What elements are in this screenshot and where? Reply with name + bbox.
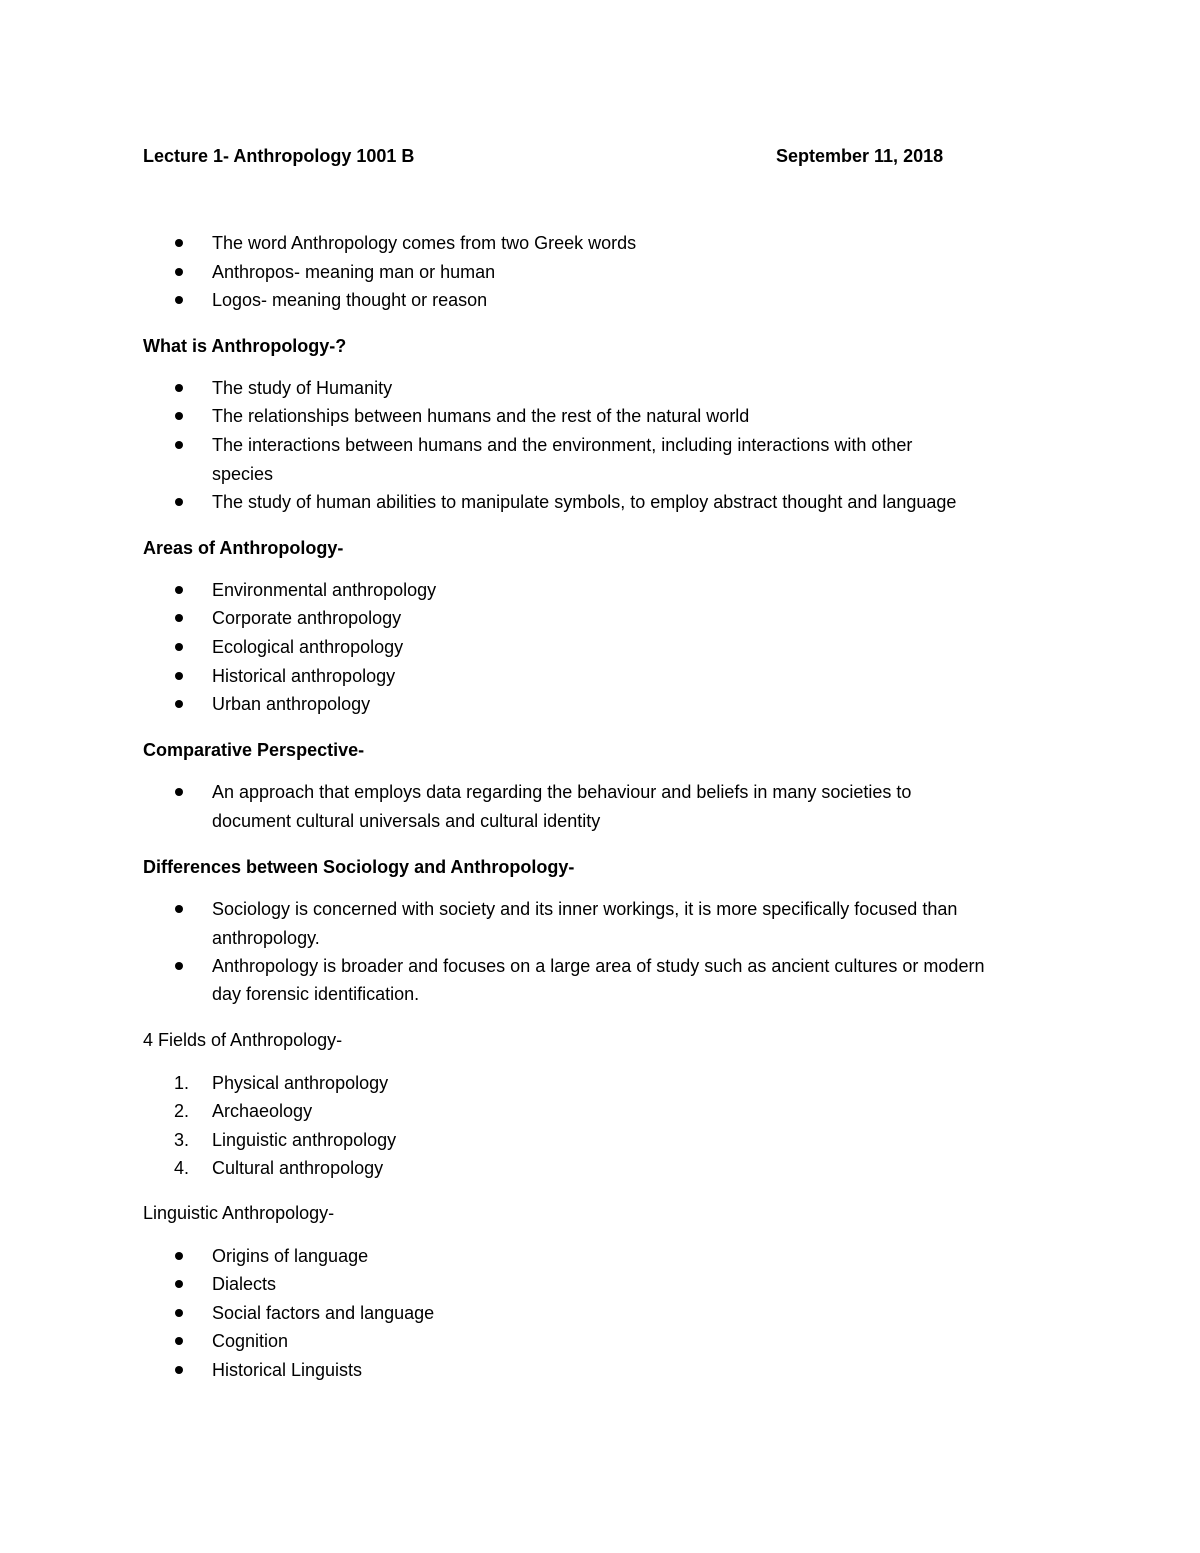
list-item: Anthropos- meaning man or human: [212, 262, 496, 282]
section-heading-fields: 4 Fields of Anthropology-: [143, 1030, 343, 1050]
list-item: The study of human abilities to manipulate symbols, to employ abstract thought and language: [212, 492, 957, 512]
list-item: Cognition: [212, 1331, 289, 1351]
bullet-icon: [175, 1309, 183, 1317]
bullet-icon: [175, 412, 183, 420]
bullet-icon: [175, 1337, 183, 1345]
lecture-title: Lecture 1- Anthropology 1001 B: [143, 146, 415, 166]
list-item-continuation: day forensic identification.: [212, 984, 420, 1004]
list-item: Linguistic anthropology: [212, 1130, 397, 1150]
bullet-icon: [175, 672, 183, 680]
section-heading-what-is: What is Anthropology-?: [143, 336, 347, 356]
list-number: 2.: [174, 1101, 190, 1121]
list-item: Corporate anthropology: [212, 608, 402, 628]
list-item-continuation: species: [212, 464, 274, 484]
list-item: Urban anthropology: [212, 694, 371, 714]
bullet-icon: [175, 643, 183, 651]
bullet-icon: [175, 962, 183, 970]
bullet-icon: [175, 384, 183, 392]
list-item-continuation: anthropology.: [212, 928, 320, 948]
bullet-icon: [175, 1366, 183, 1374]
bullet-icon: [175, 1280, 183, 1288]
list-item: Archaeology: [212, 1101, 313, 1121]
list-item: Origins of language: [212, 1246, 369, 1266]
section-heading-areas: Areas of Anthropology-: [143, 538, 344, 558]
list-item: The study of Humanity: [212, 378, 393, 398]
section-heading-comparative: Comparative Perspective-: [143, 740, 365, 760]
bullet-icon: [175, 586, 183, 594]
list-item: Logos- meaning thought or reason: [212, 290, 488, 310]
list-item: Dialects: [212, 1274, 277, 1294]
bullet-icon: [175, 441, 183, 449]
list-number: 1.: [174, 1073, 190, 1093]
bullet-icon: [175, 788, 183, 796]
list-item: Social factors and language: [212, 1303, 435, 1323]
bullet-icon: [175, 1252, 183, 1260]
bullet-icon: [175, 498, 183, 506]
bullet-icon: [175, 905, 183, 913]
list-item-continuation: document cultural universals and cultural identity: [212, 811, 601, 831]
bullet-icon: [175, 700, 183, 708]
bullet-icon: [175, 296, 183, 304]
list-item: An approach that employs data regarding the behaviour and beliefs in many societies to: [212, 782, 912, 802]
list-item: Physical anthropology: [212, 1073, 389, 1093]
list-item: Anthropology is broader and focuses on a large area of study such as ancient cultures or modern: [212, 956, 985, 976]
bullet-icon: [175, 268, 183, 276]
list-item: The word Anthropology comes from two Greek words: [212, 233, 637, 253]
list-item: The relationships between humans and the rest of the natural world: [212, 406, 750, 426]
list-number: 3.: [174, 1130, 190, 1150]
bullet-icon: [175, 614, 183, 622]
list-item: Cultural anthropology: [212, 1158, 384, 1178]
section-heading-linguistic: Linguistic Anthropology-: [143, 1203, 335, 1223]
list-item: Historical Linguists: [212, 1360, 363, 1380]
lecture-date: September 11, 2018: [776, 146, 944, 166]
list-item: The interactions between humans and the environment, including interactions with other: [212, 435, 913, 455]
list-item: Ecological anthropology: [212, 637, 404, 657]
list-number: 4.: [174, 1158, 190, 1178]
bullet-icon: [175, 239, 183, 247]
section-heading-differences: Differences between Sociology and Anthropology-: [143, 857, 575, 877]
list-item: Environmental anthropology: [212, 580, 437, 600]
list-item: Sociology is concerned with society and its inner workings, it is more specifically focused than: [212, 899, 958, 919]
list-item: Historical anthropology: [212, 666, 396, 686]
